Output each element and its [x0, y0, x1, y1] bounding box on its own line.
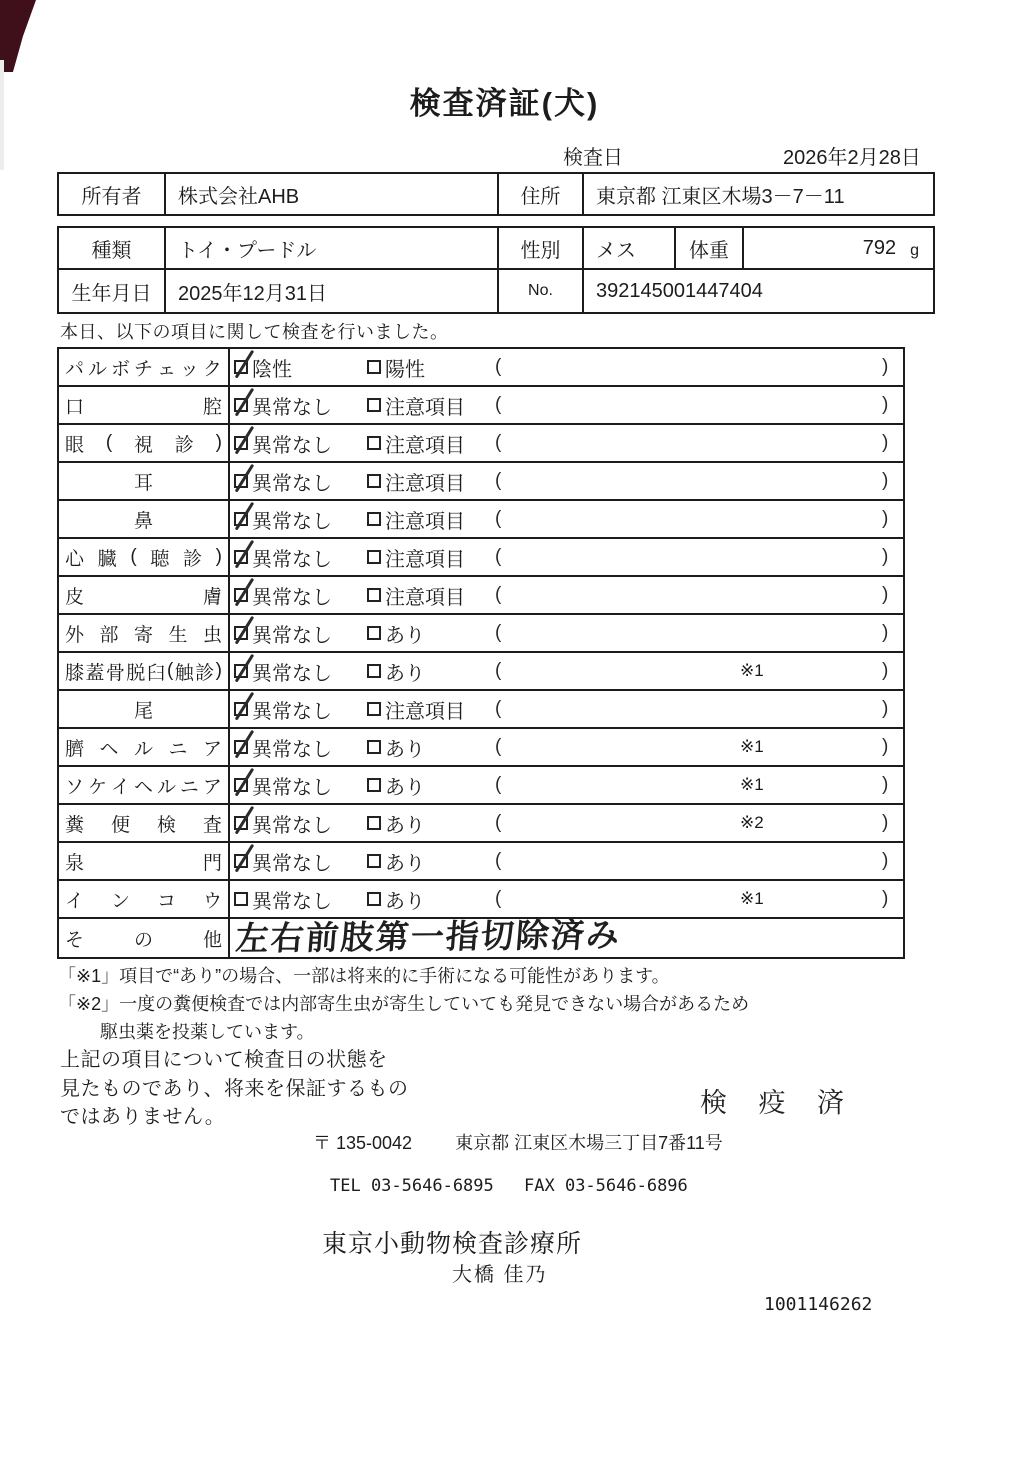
remark-paren-open: (	[495, 774, 502, 795]
clinic-address-line	[313, 1129, 723, 1155]
inspection-item-label: パ ル ボ チ ェ ッ ク	[59, 349, 230, 385]
clinic-fax: FAX 03-5646-6896	[524, 1176, 688, 1196]
option-1-label: 異常なし	[252, 624, 332, 647]
address-value: 東京都 江東区木場3－7－11	[582, 174, 933, 214]
option-2	[367, 653, 425, 689]
remark-paren-open: (	[495, 888, 502, 909]
inspection-item-label: 糞 便 検 査	[59, 805, 230, 841]
option-1	[234, 463, 332, 499]
option-1-label: 異常なし	[252, 738, 332, 761]
inspection-row	[59, 577, 903, 615]
option-1-label: 異常なし	[252, 434, 332, 457]
inspection-item-label: 皮 膚	[59, 577, 230, 613]
inspection-row	[59, 387, 903, 425]
remark-paren-open: (	[495, 736, 502, 757]
option-1	[234, 501, 332, 537]
reference-mark: ※1	[740, 661, 764, 680]
footnote-1: 「※1」項目で“あり”の場合、一部は将来的に手術になる可能性があります。	[58, 966, 670, 986]
option-2-label: 注意項目	[385, 472, 465, 495]
checkbox[interactable]	[367, 854, 381, 868]
inspection-row	[59, 915, 903, 958]
inspection-date-label: 検査日	[563, 147, 623, 169]
remark-paren-open: (	[495, 850, 502, 871]
option-2	[367, 387, 465, 423]
option-1-label: 異常なし	[252, 776, 332, 799]
option-1	[234, 539, 332, 575]
option-2	[367, 501, 465, 537]
remark-paren-close: )	[882, 850, 889, 871]
option-2	[367, 577, 465, 613]
checkbox[interactable]	[367, 436, 381, 450]
breed-label: 種類	[91, 239, 132, 262]
page-title: 検査済証(犬)	[409, 86, 600, 121]
option-1	[234, 729, 332, 765]
checkbox[interactable]	[367, 740, 381, 754]
footnote-2-continued: 駆虫薬を投薬しています。	[100, 1022, 315, 1042]
inspection-row	[59, 349, 903, 387]
inspection-item-label: 外 部 寄 生 虫	[59, 615, 230, 651]
examiner-name: 大橋 佳乃	[452, 1264, 548, 1286]
inspection-row	[59, 539, 903, 577]
clinic-phone-line	[330, 1176, 688, 1196]
checkbox[interactable]	[234, 854, 248, 868]
remark-paren-open: (	[495, 508, 502, 529]
remark-paren-close: )	[882, 736, 889, 757]
disclaimer-line-1: 上記の項目について検査日の状態を	[60, 1049, 388, 1071]
option-2	[367, 615, 425, 651]
inspection-item-label: 耳	[59, 463, 230, 499]
owner-table	[57, 172, 935, 216]
disclaimer-text	[60, 1046, 409, 1132]
option-2	[367, 425, 465, 461]
inspection-row	[59, 463, 903, 501]
checkbox[interactable]	[234, 588, 248, 602]
option-1-label: 異常なし	[252, 662, 332, 685]
remark-paren-open: (	[495, 470, 502, 491]
scan-corner-artifact	[0, 0, 36, 72]
inspection-row	[59, 691, 903, 729]
option-2	[367, 691, 465, 727]
option-2-label: あり	[385, 852, 425, 875]
inspection-row-content	[230, 577, 903, 613]
remark-paren-close: )	[882, 812, 889, 833]
checkbox[interactable]	[367, 512, 381, 526]
owner-label: 所有者	[81, 185, 142, 208]
checkbox[interactable]	[234, 816, 248, 830]
checkbox[interactable]	[234, 360, 248, 374]
checkbox[interactable]	[367, 474, 381, 488]
checkbox[interactable]	[367, 816, 381, 830]
remark-paren-close: )	[882, 356, 889, 377]
inspection-row	[59, 767, 903, 805]
handwritten-note: 左右前肢第一指切除済み	[234, 915, 623, 958]
remark-paren-open: (	[495, 356, 502, 377]
option-1-label: 異常なし	[252, 814, 332, 837]
option-1	[234, 691, 332, 727]
inspection-row	[59, 843, 903, 881]
pet-table	[57, 226, 935, 314]
remark-paren-close: )	[882, 698, 889, 719]
clinic-name: 東京小動物検査診療所	[322, 1230, 583, 1258]
option-1	[234, 805, 332, 841]
weight-value: 792	[862, 236, 897, 259]
option-2	[367, 843, 425, 879]
reference-mark: ※2	[740, 813, 764, 832]
owner-value: 株式会社AHB	[164, 174, 497, 214]
option-1	[234, 653, 332, 689]
inspection-row-content	[230, 387, 903, 423]
address-label: 住所	[497, 174, 582, 214]
option-1	[234, 349, 292, 385]
option-1-label: 異常なし	[252, 586, 332, 609]
remark-paren-open: (	[495, 394, 502, 415]
inspection-row-content	[230, 691, 903, 727]
option-2-label: あり	[385, 738, 425, 761]
inspection-item-label: 臍 ヘ ル ニ ア	[59, 729, 230, 765]
inspection-row-content	[230, 915, 903, 958]
option-1	[234, 577, 332, 613]
option-1-label: 異常なし	[252, 396, 332, 419]
inspection-row-content	[230, 349, 903, 385]
clinic-address: 東京都 江東区木場三丁目7番11号	[455, 1133, 723, 1153]
inspection-row-content	[230, 805, 903, 841]
checkbox[interactable]	[367, 892, 381, 906]
option-2-label: 注意項目	[385, 396, 465, 419]
option-2	[367, 349, 425, 385]
checkbox[interactable]	[234, 550, 248, 564]
inspection-row-content	[230, 843, 903, 879]
checkbox[interactable]	[367, 702, 381, 716]
sex-value: メス	[582, 228, 674, 268]
inspection-date-value: 2026年2月28日	[783, 147, 921, 169]
checkbox[interactable]	[367, 626, 381, 640]
inspection-row-content	[230, 425, 903, 461]
option-2-label: 陽性	[385, 358, 425, 381]
remark-paren-close: )	[882, 470, 889, 491]
option-2	[367, 729, 425, 765]
inspection-row-content	[230, 653, 903, 689]
inspection-row-content	[230, 615, 903, 651]
remark-paren-close: )	[882, 888, 889, 909]
sex-label: 性別	[497, 228, 582, 268]
inspection-item-label: 心 臓 ( 聴 診 )	[59, 539, 230, 575]
checkbox[interactable]	[367, 778, 381, 792]
footnote-2: 「※2」一度の糞便検査では内部寄生虫が寄生していても発見できない場合があるため	[58, 994, 750, 1014]
postal-code: 〒 135-0042	[313, 1133, 413, 1153]
option-2	[367, 767, 425, 803]
checkbox[interactable]	[234, 778, 248, 792]
remark-paren-close: )	[882, 546, 889, 567]
remark-paren-close: )	[882, 774, 889, 795]
inspection-row-content	[230, 729, 903, 765]
remark-paren-close: )	[882, 660, 889, 681]
remark-paren-open: (	[495, 432, 502, 453]
inspection-row	[59, 729, 903, 767]
remark-paren-open: (	[495, 698, 502, 719]
reference-mark: ※1	[740, 737, 764, 756]
checkbox[interactable]	[367, 360, 381, 374]
remark-paren-close: )	[882, 584, 889, 605]
option-2	[367, 539, 465, 575]
remark-paren-close: )	[882, 394, 889, 415]
option-1-label: 異常なし	[252, 890, 332, 913]
option-1	[234, 767, 332, 803]
disclaimer-line-2: 見たものであり、将来を保証するもの	[60, 1077, 409, 1100]
checkbox[interactable]	[234, 740, 248, 754]
option-1-label: 陰性	[252, 358, 292, 381]
checkbox[interactable]	[367, 588, 381, 602]
checkbox[interactable]	[234, 474, 248, 488]
option-1	[234, 843, 332, 879]
checkbox[interactable]	[234, 626, 248, 640]
reference-mark: ※1	[740, 775, 764, 794]
checkbox[interactable]	[367, 550, 381, 564]
checkbox[interactable]	[234, 436, 248, 450]
option-1-label: 異常なし	[252, 852, 332, 875]
option-2-label: 注意項目	[385, 510, 465, 533]
inspection-row-content	[230, 463, 903, 499]
option-1-label: 異常なし	[252, 510, 332, 533]
option-2-label: あり	[385, 814, 425, 837]
inspection-item-label: ソ ケ イ ヘ ル ニ ア	[59, 767, 230, 803]
inspection-item-label: 口 腔	[59, 387, 230, 423]
option-2-label: 注意項目	[385, 434, 465, 457]
inspection-item-label: 泉 門	[59, 843, 230, 879]
option-2-label: 注意項目	[385, 586, 465, 609]
inspection-row	[59, 501, 903, 539]
document-serial-number: 1001146262	[764, 1294, 873, 1315]
inspection-row-content	[230, 501, 903, 537]
option-1-label: 異常なし	[252, 548, 332, 571]
inspection-row	[59, 805, 903, 843]
option-2	[367, 805, 425, 841]
inspection-item-label: 膝 蓋 骨 脱 臼 ( 触 診 )	[59, 653, 230, 689]
clinic-tel: TEL 03-5646-6895	[330, 1176, 494, 1196]
inspection-item-label: そ の 他	[59, 919, 230, 957]
option-1	[234, 425, 332, 461]
weight-unit: g	[910, 241, 919, 259]
breed-value: トイ・プードル	[164, 228, 497, 268]
disclaimer-line-3: ではありません。	[60, 1106, 226, 1128]
option-2-label: あり	[385, 890, 425, 913]
checkbox[interactable]	[234, 512, 248, 526]
option-2-label: あり	[385, 776, 425, 799]
checkbox[interactable]	[234, 398, 248, 412]
option-1-label: 異常なし	[252, 700, 332, 723]
number-label: No.	[497, 270, 582, 312]
inspection-row	[59, 615, 903, 653]
inspection-row-content	[230, 767, 903, 803]
reference-mark: ※1	[740, 889, 764, 908]
footnotes	[58, 962, 749, 1046]
remark-paren-open: (	[495, 584, 502, 605]
remark-paren-open: (	[495, 812, 502, 833]
option-2-label: あり	[385, 662, 425, 685]
inspection-row	[59, 425, 903, 463]
remark-paren-close: )	[882, 622, 889, 643]
inspection-item-label: 尾	[59, 691, 230, 727]
checkbox[interactable]	[367, 664, 381, 678]
option-2-label: 注意項目	[385, 548, 465, 571]
inspection-table	[57, 347, 905, 959]
quarantine-stamp: 検 疫 済	[700, 1088, 857, 1118]
checkbox[interactable]	[234, 664, 248, 678]
inspection-row-content	[230, 539, 903, 575]
inspection-item-label: 鼻	[59, 501, 230, 537]
option-2-label: あり	[385, 624, 425, 647]
option-2-label: 注意項目	[385, 700, 465, 723]
remark-paren-open: (	[495, 622, 502, 643]
birthdate-value: 2025年12月31日	[164, 270, 497, 312]
inspection-item-label: 眼 ( 視 診 )	[59, 425, 230, 461]
option-2	[367, 463, 465, 499]
remark-paren-open: (	[495, 660, 502, 681]
option-1	[234, 615, 332, 651]
weight-label: 体重	[674, 228, 742, 268]
weight-value-cell	[742, 228, 933, 268]
checkbox[interactable]	[234, 892, 248, 906]
birthdate-label: 生年月日	[71, 282, 152, 305]
option-1-label: 異常なし	[252, 472, 332, 495]
checkbox[interactable]	[234, 702, 248, 716]
remark-paren-close: )	[882, 432, 889, 453]
checkbox[interactable]	[367, 398, 381, 412]
intro-text: 本日、以下の項目に関して検査を行いました。	[60, 322, 449, 342]
number-value: 392145001447404	[582, 270, 933, 312]
remark-paren-close: )	[882, 508, 889, 529]
option-1	[234, 387, 332, 423]
inspection-item-label: イ ン コ ウ	[59, 881, 230, 917]
inspection-row	[59, 653, 903, 691]
remark-paren-open: (	[495, 546, 502, 567]
